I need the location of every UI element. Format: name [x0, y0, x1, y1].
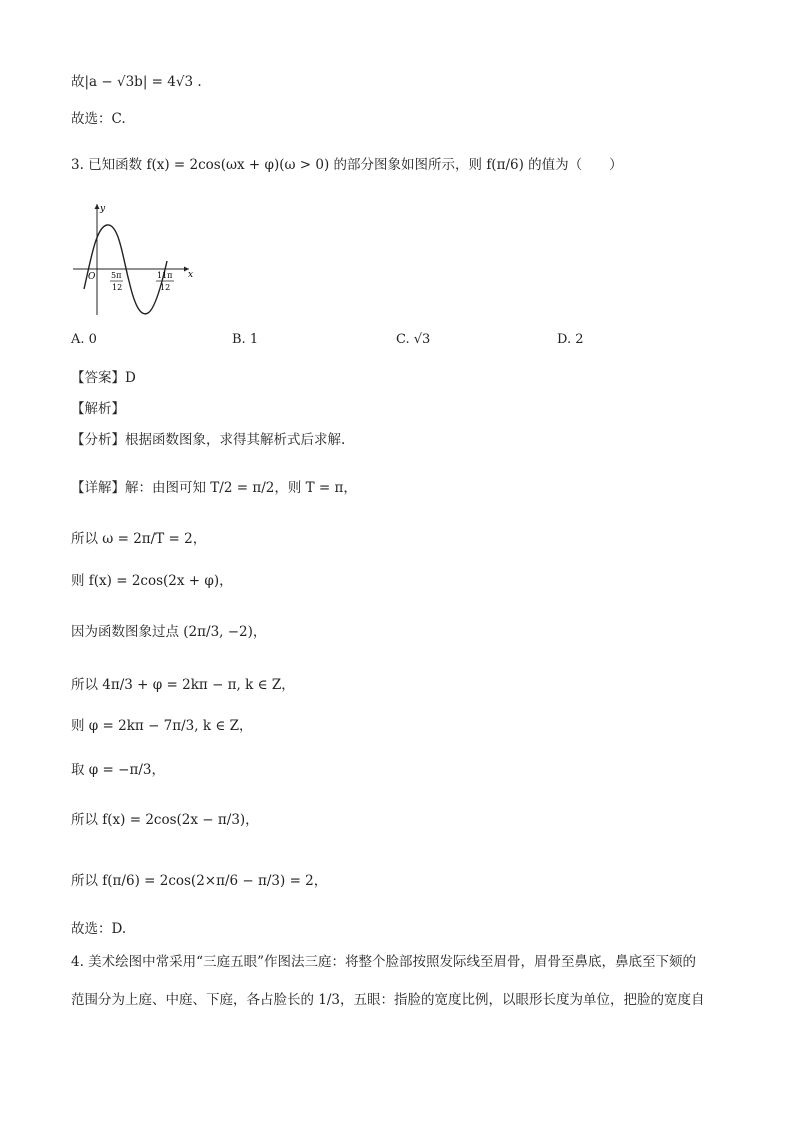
y-axis-label: y: [100, 204, 106, 214]
option-c: C. √3: [396, 332, 431, 347]
tick-11pi-12-numerator: 11π: [157, 271, 173, 280]
analysis-summary: 【分析】根据函数图象，求得其解析式后求解.: [71, 432, 346, 448]
detail-step-6: 则 φ = 2kπ − 7π/3, k ∈ Z，: [71, 718, 253, 734]
detail-step-4: 因为函数图象过点 (2π/3, −2)，: [71, 624, 267, 640]
answer-label: 【答案】D: [71, 370, 136, 386]
option-b: B. 1: [232, 332, 259, 347]
detail-step-1: 【详解】解：由图可知 T/2 = π/2，则 T = π，: [71, 480, 357, 496]
tick-11pi-12-denominator: 12: [160, 283, 171, 292]
detail-step-2: 所以 ω = 2π/T = 2，: [71, 531, 207, 547]
x-axis-label: x: [188, 270, 194, 280]
origin-label: O: [88, 272, 96, 282]
detail-step-9: 所以 f(π/6) = 2cos(2×π/6 − π/3) = 2，: [71, 873, 328, 889]
line-answer-c: 故选：C.: [71, 111, 126, 127]
tick-5pi-12-numerator: 5π: [111, 271, 122, 280]
line-conclusion-magnitude: 故|a − √3b| = 4√3 .: [71, 74, 202, 90]
option-a: A. 0: [71, 332, 97, 347]
cosine-graph: [71, 199, 196, 319]
question-3-stem: 3. 已知函数 f(x) = 2cos(ωx + φ)(ω > 0) 的部分图象如图所示，则 f(π/6) 的值为（ ）: [71, 157, 623, 173]
detail-step-3: 则 f(x) = 2cos(2x + φ)，: [71, 573, 233, 589]
question-4-stem-line-2: 范围分为上庭、中庭、下庭，各占脸长的 1/3，五眼：指脸的宽度比例，以眼形长度为单位，把脸的宽度自: [71, 992, 705, 1008]
question-4-stem-line-1: 4. 美术绘图中常采用“三庭五眼”作图法三庭：将整个脸部按照发际线至眉骨，眉骨至鼻底，鼻底至下颏的: [71, 954, 696, 970]
analysis-heading: 【解析】: [71, 401, 125, 417]
y-axis-arrow: [95, 204, 100, 209]
line-answer-d: 故选：D.: [71, 921, 127, 937]
detail-step-7: 取 φ = −π/3，: [71, 762, 165, 778]
detail-step-8: 所以 f(x) = 2cos(2x − π/3)，: [71, 812, 259, 828]
tick-5pi-12-denominator: 12: [112, 283, 123, 292]
detail-step-5: 所以 4π/3 + φ = 2kπ − π, k ∈ Z，: [71, 677, 295, 693]
option-d: D. 2: [557, 332, 584, 347]
